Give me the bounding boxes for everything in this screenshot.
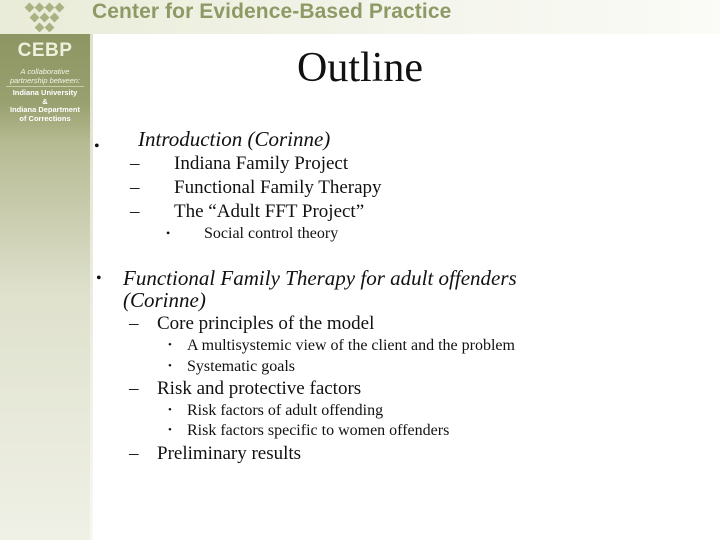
sidebar-divider bbox=[6, 86, 84, 87]
partner-line: Indiana Department bbox=[9, 105, 80, 114]
diamond-grid-logo-icon bbox=[22, 0, 72, 32]
bullet-icon: • bbox=[166, 226, 171, 240]
group-label: Core principles of the model bbox=[157, 313, 375, 334]
section-heading: Introduction (Corinne) bbox=[138, 127, 331, 151]
dash-icon: – bbox=[129, 378, 139, 399]
partner-list bbox=[0, 89, 90, 123]
sidebar-edge bbox=[90, 34, 93, 540]
list-subitem: A multisystemic view of the client and the problem bbox=[187, 337, 515, 354]
tagline-line: partnership between: bbox=[9, 76, 81, 85]
header-bar bbox=[0, 0, 720, 34]
partner-line: & bbox=[42, 96, 48, 106]
bullet-icon: • bbox=[168, 404, 172, 416]
bullet-icon: • bbox=[94, 138, 100, 155]
group-label: Risk and protective factors bbox=[157, 378, 362, 399]
dash-icon: – bbox=[130, 177, 140, 198]
dash-icon: – bbox=[130, 201, 140, 222]
header-title: Center for Evidence-Based Practice bbox=[92, 0, 452, 23]
slide-title: Outline bbox=[297, 45, 423, 91]
section-heading: Functional Family Therapy for adult offenders bbox=[123, 266, 517, 290]
dash-icon: – bbox=[129, 443, 139, 464]
group-label: Preliminary results bbox=[157, 443, 302, 464]
tagline bbox=[0, 67, 90, 85]
partner-line: Indiana University bbox=[12, 88, 78, 97]
sidebar bbox=[0, 34, 90, 540]
list-subitem: Risk factors specific to women offenders bbox=[187, 422, 450, 439]
tagline-line: A collaborative bbox=[20, 67, 70, 76]
bullet-icon: • bbox=[168, 360, 172, 372]
partner-line: of Corrections bbox=[19, 113, 71, 123]
list-subitem: Risk factors of adult offending bbox=[187, 402, 384, 419]
list-subitem: Systematic goals bbox=[187, 358, 295, 375]
bullet-icon: • bbox=[96, 270, 102, 287]
list-item: Indiana Family Project bbox=[174, 153, 349, 174]
dash-icon: – bbox=[129, 313, 139, 334]
section-heading-continued: (Corinne) bbox=[123, 288, 206, 312]
bullet-icon: • bbox=[168, 424, 172, 436]
list-item: Functional Family Therapy bbox=[174, 177, 382, 198]
brand-logo-text: CEBP bbox=[17, 40, 73, 61]
list-item: The “Adult FFT Project” bbox=[174, 201, 365, 222]
list-subitem: Social control theory bbox=[204, 225, 339, 242]
dash-icon: – bbox=[130, 153, 140, 174]
bullet-icon: • bbox=[168, 339, 172, 351]
